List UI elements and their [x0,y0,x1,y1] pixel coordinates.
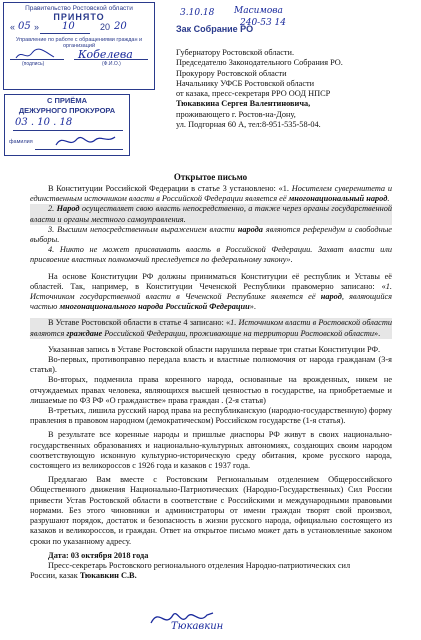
paragraph: 2. Народ осуществляет свою власть непосредственно, а также через органы государственной власти и органы местного самоуправления. [30,204,392,224]
addressee-line: проживающего г. Ростов-на-Дону, [176,109,296,119]
stamp-gov-month: 10 [62,21,75,32]
paragraph: В результате все коренные народы и пришлые диаспоры РФ живут в своих национально-государственных образованиях и национально-культурных автономиях, создающих своим народом соответствующую исконную культурно-историческую среду обитания, кроме русского народа, состоящего из великороссов с 1926 года и казаков с 1937 года. [30,430,392,471]
government-received-stamp [3,2,155,90]
letter-body [30,184,392,581]
stamp-pros-surname-label: фамилия [9,139,33,145]
paragraph: 3. Высшим непосредственным выражением власти народа являются референдум и свободные выборы. [30,224,392,245]
stamp-gov-year: 20 [114,21,127,32]
stamp-pros-line2: ДЕЖУРНОГО ПРОКУРОРА [18,106,116,115]
stamp-gov-name-label: (Ф.И.О.) [102,61,121,67]
footer-line: России, казак Тюкавкин С.В. [30,571,137,581]
addressee-line: Начальнику УФСБ Ростовской области [176,78,315,88]
svg-text:Тюкавкин: Тюкавкин [171,621,224,632]
stamp-gov-day: 05 [18,21,31,32]
stamp-gov-title: ПРИНЯТО [53,12,105,22]
paragraph: В-третьих, лишила русский народ права на республиканскую (народно-государственную) форму правления в правовом народном (демократическом) Российском государстве (1-я статья). [30,406,392,426]
stamp-pros-signature-icon [53,131,119,151]
stamp-gov-date-row: « 05 » 10 20 20 [10,21,127,32]
stamp-gov-sign-label: (подпись) [22,61,45,67]
legislative-assembly-stamp [172,2,300,42]
paragraph: Предлагаю Вам вместе с Ростовским Региональным отделением Общероссийского Общественного движения Национально-Патриотических (Народно-Государственных) Сил России привести Устав Ростовской области в соответствие с Российскими и международными правовыми нормами. Без этого чиновники и администраторы от имени граждан творят свой произвол, разрушают порядок, достаток и безопасность в жизни русского народа, официально состоящего из казаков и великороссов, и граждан. Ответ на открытое письмо может дать в установленные законом сроки по указанному адресу. [30,475,392,546]
sender-name: Тюкавкина Сергея Валентиновича, [176,99,311,109]
paragraph: Во-первых, противоправно передала власть и властные полномочия от народа гражданам (3-я статья). [30,355,392,375]
paragraph: 4. Никто не может присваивать власть в Российской Федерации. Захват власти или присвоение властных полномочий преследуется по федеральному закону». [30,245,392,265]
stamp-zs-hand-date: 3.10.18 [180,8,215,18]
stamp-pros-line1: С ПРИЁМА [47,96,87,105]
paragraph: Во-вторых, подменила права коренного народа, основанные на врожденных, никем не отчуждаемых правах человека, являющихся высшей ценностью в государстве, на приобретаемые и лишаемые по ФЗ РФ «О гражданстве» права граждан . (2-я статья) [30,375,392,405]
addressee-line: от казака, пресс-секретаря РРО ООД НПСР [176,89,331,99]
addressee-line: ул. Подгорная 60 А, тел:8-951-535-58-04. [176,120,321,130]
paragraph: Указанная запись в Уставе Ростовской области нарушила первые три статьи Конституции РФ. [48,344,381,354]
paragraph: В Уставе Ростовской области в статье 4 записано: «1. Источником власти в Ростовской области являются граждане Российской Федерации, проживающие на территории Ростовской области». [30,318,392,338]
letter-date: Дата: 03 октября 2018 года [48,550,149,560]
stamp-gov-dept: Управление по работе с обращениями граждан и организаций [15,37,143,49]
paragraph: В Конституции Российской Федерации в статье 3 установлено: «1. Носителем суверенитета и единственным источником власти в Российской Федерации является её многонациональный народ. [30,184,393,204]
stamp-gov-line1: Правительство Ростовской области [25,5,133,12]
paragraph: На основе Конституции РФ должны приниматься Конституции её республик и Уставы её областей. Так, например, в Конституции Чеченской Республики правомерно записано: «1. Источником государственной власти в Чеченской Республике является её народ, являющийся частью многонационального народа Российской Федерации». [30,271,393,312]
stamp-zs-hand-num: 240-53 14 [240,18,286,28]
prosecutor-stamp [4,94,130,156]
footer-line: Пресс-секретарь Ростовского регионального отделения Народно-патриотических сил [48,560,351,570]
addressee-line: Прокурору Ростовской области [176,68,287,78]
handwritten-signature [147,603,224,633]
addressee-line: Председателю Законодательного Собрания РО. [176,58,343,68]
stamp-gov-signature-icon [14,49,58,61]
stamp-pros-date: 03 . 10 . 18 [15,117,73,128]
stamp-zs-hand-name: Масимова [234,6,283,16]
stamp-zs-label: Зак Собрание РО [176,24,254,34]
stamp-gov-handwritten-name: Кобелева [78,48,133,61]
addressee-line: Губернатору Ростовской области. [176,48,295,57]
addressee-block [176,48,416,130]
letter-title: Открытое письмо [173,172,248,182]
